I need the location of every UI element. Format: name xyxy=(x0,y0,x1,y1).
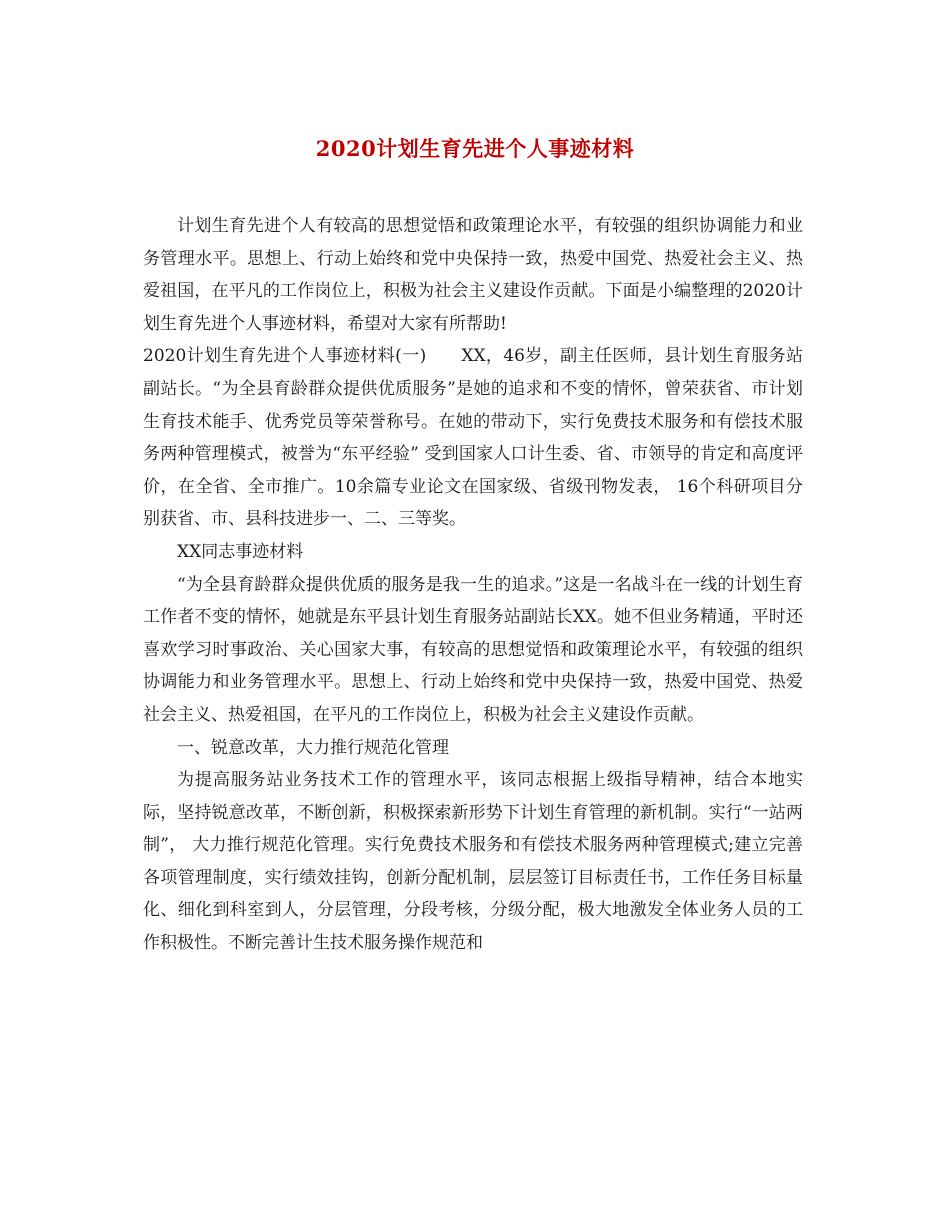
comrade-paragraph: “为全县育龄群众提供优质的服务是我一生的追求。”这是一名战斗在一线的计划生育工作者不变的情怀，她就是东平县计划生育服务站副站长XX。她不但业务精通，平时还喜欢学习时事政治、关心国家大事，有较高的思想觉悟和政策理论水平，有较强的组织协调能力和业务管理水平。思想上、行动上始终和党中央保持一致，热爱中国党、热爱社会主义、热爱祖国，在平凡的工作岗位上，积极为社会主义建设作贡献。 xyxy=(143,574,803,725)
section-heading-reform: 一、锐意改革，大力推行规范化管理 xyxy=(177,737,449,758)
material-one-paragraph: 2020计划生育先进个人事迹材料(一) XX，46岁，副主任医师，县计划生育服务站副站长。“为全县育龄群众提供优质服务”是她的追求和不变的情怀，曾荣获省、市计划生育技术能手、优秀党员等荣誉称号。在她的带动下，实行免费技术服务和有偿技术服务两种管理模式，被誉为“东平经验” 受到国家人口计生委、省、市领导的肯定和高度评价，在全省、全市推广。10余篇专业论文在国家级、省级刊物发表， 16个科研项目分别获省、市、县科技进步一、二、三等奖。 xyxy=(143,346,803,530)
reform-paragraph: 为提高服务站业务技术工作的管理水平，该同志根据上级指导精神，结合本地实际，坚持锐意改革，不断创新，积极探索新形势下计划生育管理的新机制。实行“一站两制”， 大力推行规范化管理。实行免费技术服务和有偿技术服务两种管理模式;建立完善各项管理制度，实行绩效挂钩，创新分配机制，层层签订目标责任书，工作任务目标量化、细化到科室到人，分层管理，分段考核，分级分配，极大地激发全体业务人员的工作积极性。不断完善计生技术服务操作规范和 xyxy=(143,770,803,954)
section-heading-comrade: XX同志事迹材料 xyxy=(177,541,304,562)
document-title: 2020计划生育先进个人事迹材料 xyxy=(315,136,635,161)
intro-paragraph: 计划生育先进个人有较高的思想觉悟和政策理论水平，有较强的组织协调能力和业务管理水平。思想上、行动上始终和党中央保持一致，热爱中国党、热爱社会主义、热爱祖国，在平凡的工作岗位上，积极为社会主义建设作贡献。下面是小编整理的2020计划生育先进个人事迹材料，希望对大家有所帮助! xyxy=(143,216,803,334)
document-body xyxy=(143,210,803,960)
